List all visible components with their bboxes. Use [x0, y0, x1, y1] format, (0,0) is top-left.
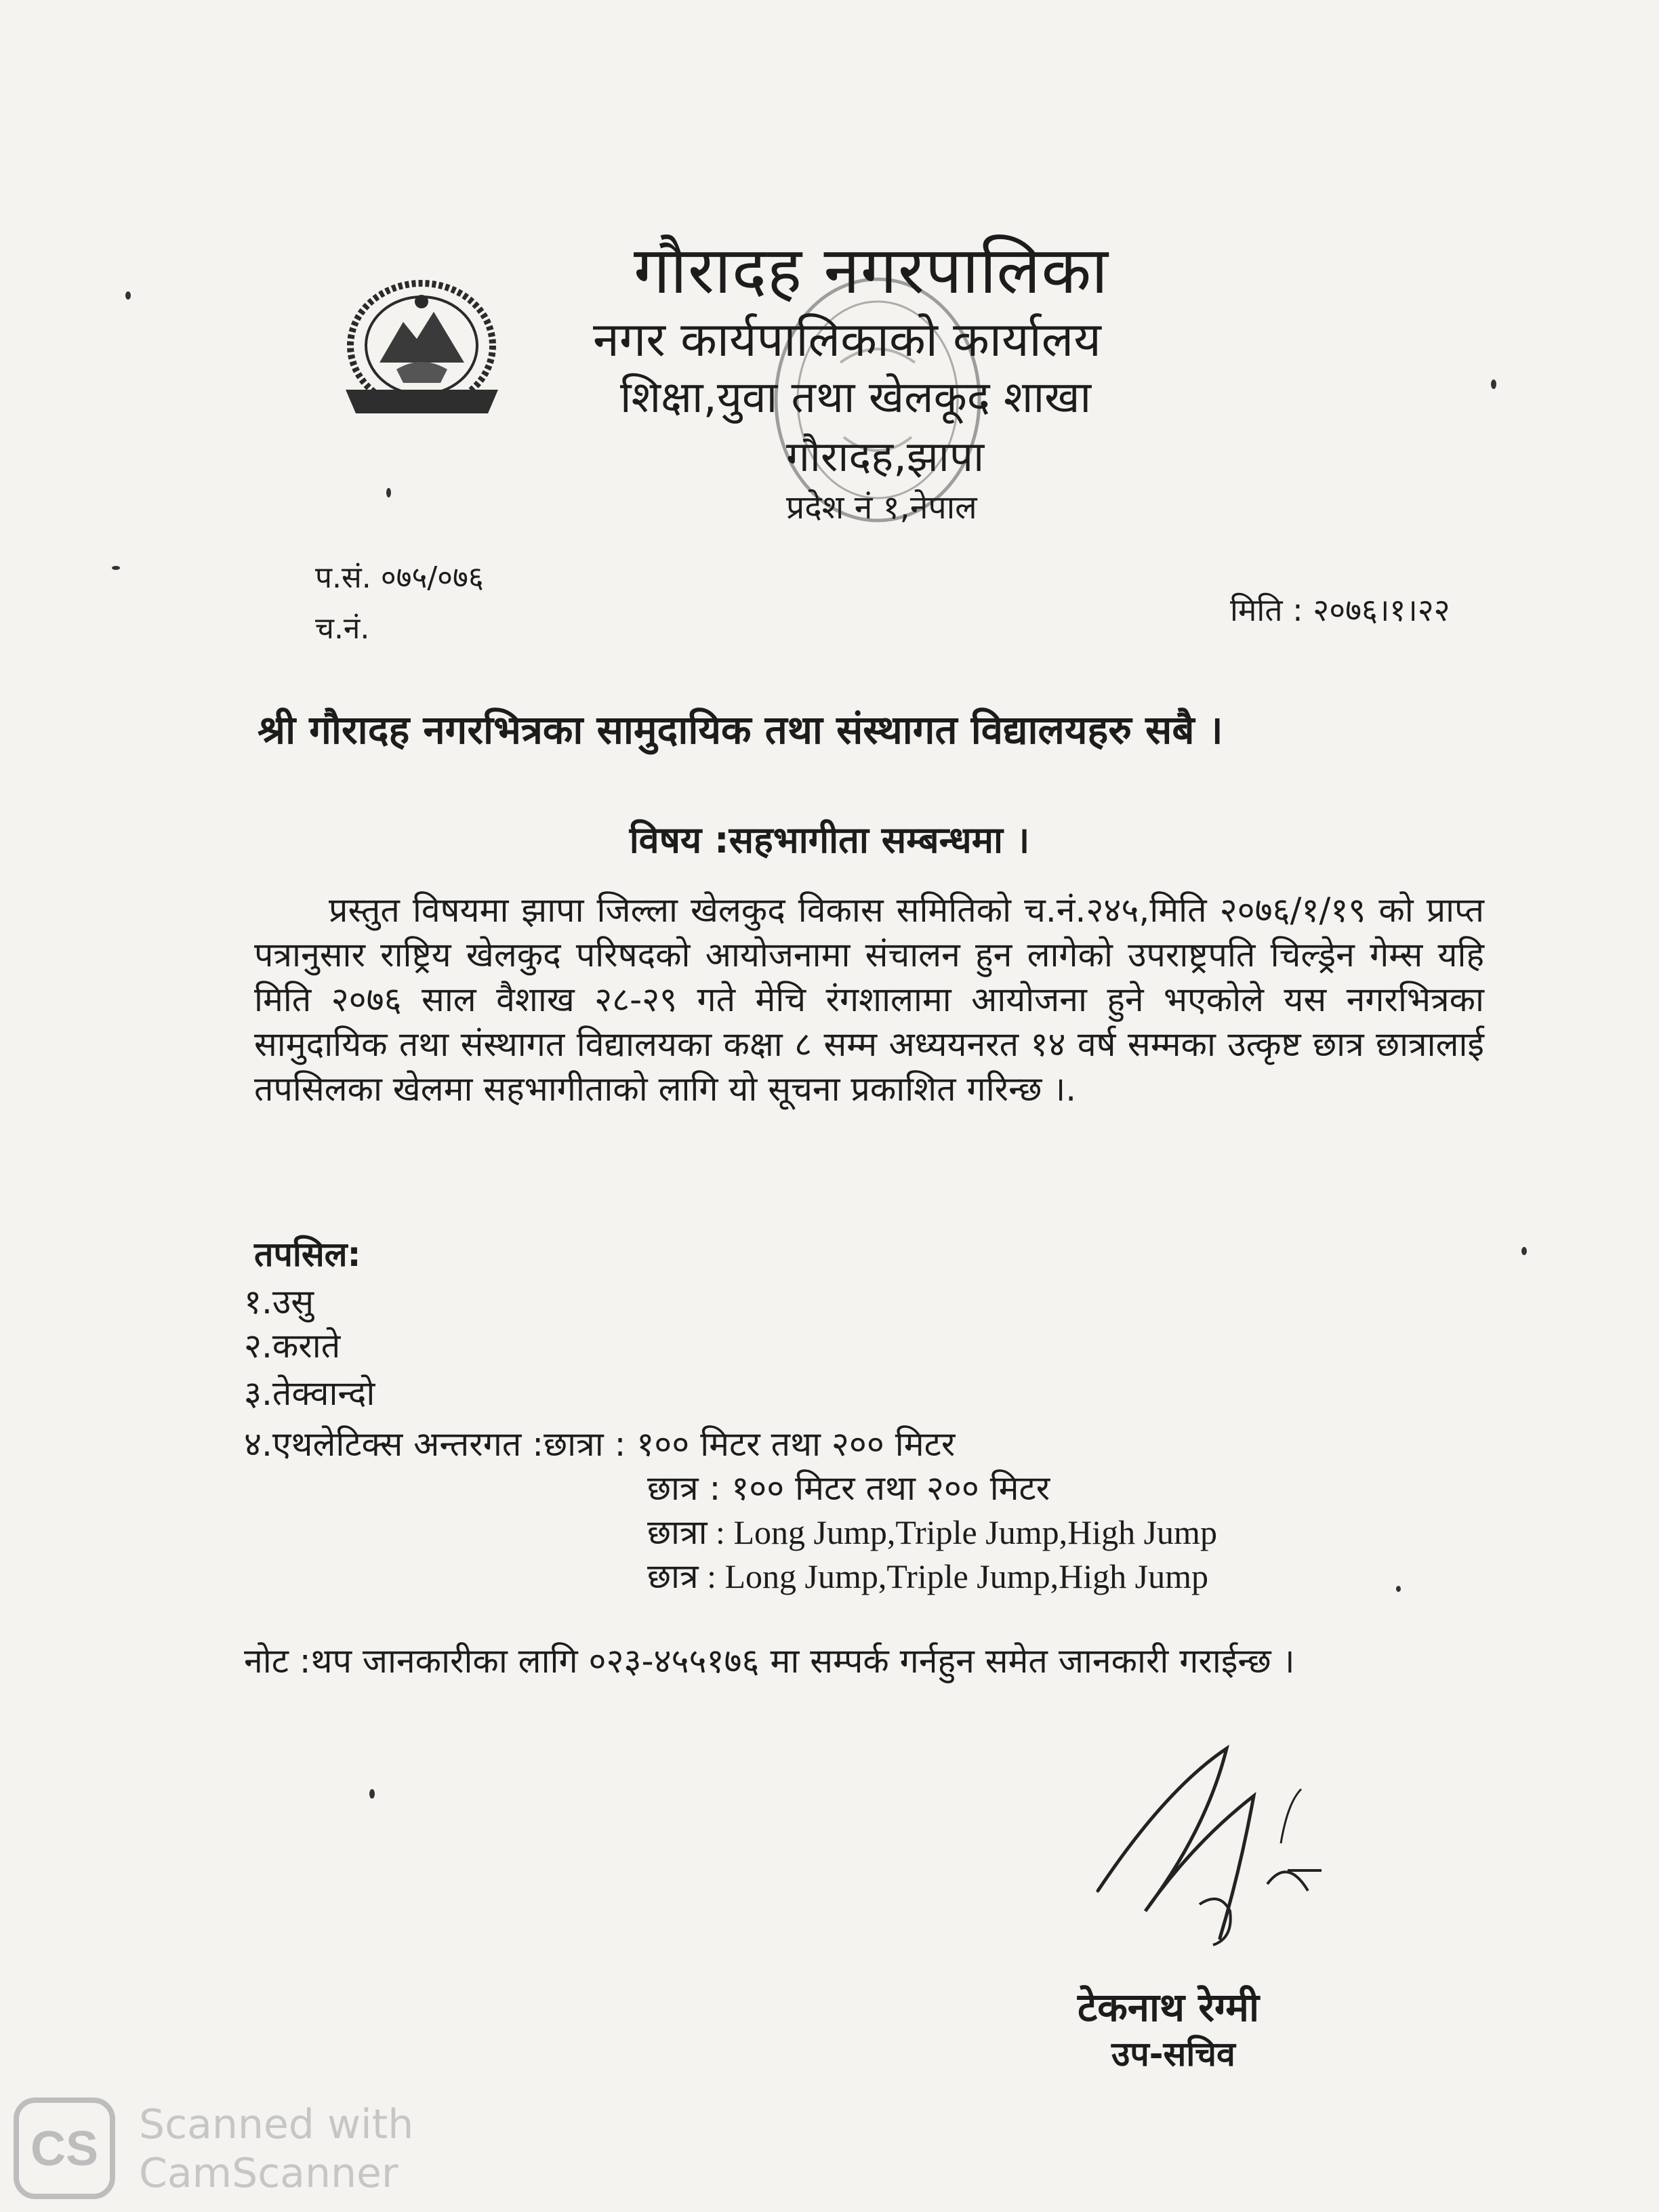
list-sub-item: छात्रा : Long Jump,Triple Jump,High Jump	[647, 1513, 1217, 1551]
scan-speck	[369, 1789, 375, 1799]
province-line: प्रदेश नं १,नेपाल	[786, 489, 977, 527]
scan-speck	[112, 566, 120, 570]
camscanner-logo-icon	[14, 2097, 115, 2199]
letter-date: मिति : २०७६।१।२२	[1230, 592, 1450, 628]
signatory-designation: उप-सचिव	[1111, 2034, 1235, 2074]
schedule-title: तपसिल:	[254, 1235, 361, 1274]
dispatch-number: च.नं.	[315, 611, 370, 646]
list-item: २.कराते	[244, 1326, 341, 1366]
list-sub-item: छात्र : Long Jump,Triple Jump,High Jump	[647, 1557, 1208, 1595]
signature-icon	[1084, 1735, 1342, 1959]
reference-number: प.सं. ०७५/०७६	[315, 560, 484, 595]
office-name: नगर कार्यपालिकाको कार्यालय	[593, 312, 1101, 367]
scan-speck	[386, 488, 391, 497]
list-sub-item: छात्र : १०० मिटर तथा २०० मिटर	[647, 1469, 1050, 1508]
subject-line: विषय :सहभागीता सम्बन्धमा ।	[629, 819, 1030, 861]
list-item: १.उसु	[244, 1282, 314, 1322]
municipality-name: गौरादह नगरपालिका	[634, 232, 1109, 308]
nepal-emblem-icon	[332, 274, 512, 424]
office-address: गौरादह,झापा	[786, 432, 985, 481]
branch-name: शिक्षा,युवा तथा खेलकूद शाखा	[620, 373, 1092, 423]
scan-speck	[1396, 1586, 1401, 1592]
letter-body: प्रस्तुत विषयमा झापा जिल्ला खेलकुद विकास समितिको च.नं.२४५,मिति २०७६/१/१९ को प्राप्त पत्रानुसार राष्ट्रिय खेलकुद परिषदको आयोजनामा संचालन हुन लागेको उपराष्ट्रपति चिल्ड्रेन गेम्स यहि मिति २०७६ साल वैशाख २८-२९ गते मेचि रंगशालामा आयोजना हुने भएकोले यस नगरभित्रका सामुदायिक तथा संस्थागत विद्यालयका कक्षा ८ सम्म अध्ययनरत १४ वर्ष सम्मका उत्कृष्ट छात्र छात्रालाई तपसिलका खेलमा सहभागीताको लागि यो सूचना प्रकाशित गरिन्छ ।.	[254, 890, 1484, 1109]
contact-note: नोट :थप जानकारीका लागि ०२३-४५५१७६ मा सम्पर्क गर्नहुन समेत जानकारी गराईन्छ ।	[244, 1641, 1295, 1681]
watermark-line-1: Scanned with	[139, 2101, 414, 2148]
camscanner-logo-text: CS	[30, 2122, 99, 2176]
recipient-line: श्री गौरादह नगरभित्रका सामुदायिक तथा संस्थागत विद्यालयहरु सबै ।	[258, 707, 1223, 753]
scan-speck	[1491, 380, 1496, 389]
watermark-line-2: CamScanner	[139, 2150, 398, 2197]
signatory-name: टेकनाथ रेग्मी	[1078, 1984, 1259, 2030]
list-item: ४.एथलेटिक्स अन्तरगत :छात्रा : १०० मिटर तथा २०० मिटर	[244, 1425, 956, 1464]
scan-speck	[125, 291, 131, 300]
list-item: ३.तेक्वान्दो	[244, 1374, 375, 1413]
scan-speck	[1521, 1247, 1527, 1255]
